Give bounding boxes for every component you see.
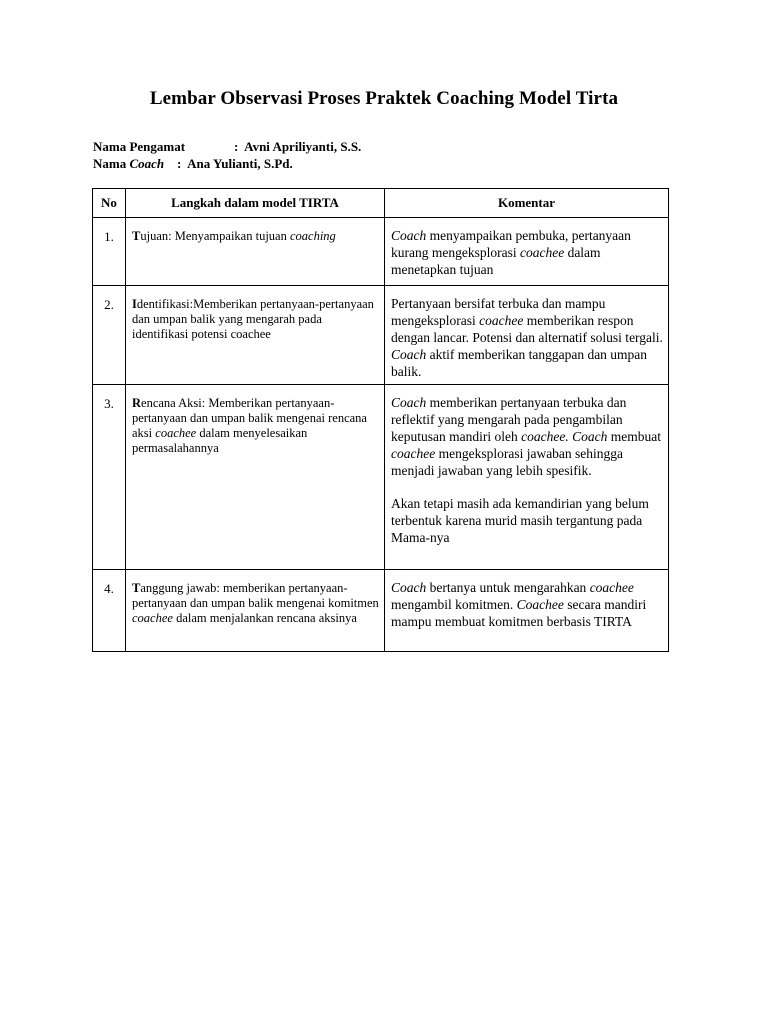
text-run: coachee [132,611,173,625]
text-run: coachee [479,313,524,328]
step-description [126,218,385,286]
text-run: anggung jawab: memberikan pertanyaan-pertanyaan dan umpan balik mengenai komitmen [132,581,379,610]
text-run: mengambil komitmen. [391,597,517,612]
text-run: coachee [391,446,436,461]
comment-cell [385,218,669,286]
table-row [93,218,669,286]
text-run: R [132,396,142,410]
observer-label: Nama Pengamat [93,139,186,154]
table-header-row [93,189,669,218]
row-number: 2. [93,286,126,385]
coach-line [93,156,293,172]
text-run: dalam menjalankan rencana aksinya [172,611,357,625]
text-run: Coach [391,228,427,243]
coach-label [93,156,177,172]
text-run: bertanya untuk mengarahkan [426,580,590,595]
table-row [93,385,669,570]
text-run: T [132,581,141,595]
row-number: 1. [93,218,126,286]
table-row [93,570,669,652]
text-run: Coach [391,395,427,410]
text-run: I [132,297,137,311]
text-run: coachee [519,245,565,260]
text-run: coaching [289,229,336,243]
row-number: 3. [93,385,126,570]
text-run: coachee. Coach [521,429,608,444]
text-run: Coach [391,347,427,362]
header-no: No [93,189,126,218]
row-number: 4. [93,570,126,652]
comment-paragraph [391,394,663,479]
paragraph-gap [391,479,663,495]
step-description [126,286,385,385]
text-run: T [132,229,141,243]
observer-line [93,139,361,155]
text-run: Coach [391,580,427,595]
text-run: secara mandiri mampu membuat komitmen berbasis TIRTA [391,597,647,629]
text-run: dentifikasi:Memberikan pertanyaan-pertanyaan dan umpan balik yang mengarah pada identifikasi potensi coachee [132,297,374,341]
comment-paragraph [391,295,663,380]
header-comment: Komentar [385,189,669,218]
observer-separator: : [234,139,239,154]
observer-name: Avni Apriliyanti, S.S. [244,139,362,154]
comment-cell [385,570,669,652]
text-run: encana Aksi: Memberikan pertanyaan-pertanyaan dan umpan balik mengenai rencana aksi [132,396,367,440]
text-run: coachee [589,580,634,595]
observation-table [92,188,669,652]
comment-cell [385,385,669,570]
comment-paragraph [391,227,663,278]
coach-separator: : [177,156,182,171]
text-run: Coachee [516,597,564,612]
text-run: dalam menyelesaikan permasalahannya [132,426,308,455]
text-run: ujuan: Menyampaikan tujuan [140,229,290,243]
text-run: Akan tetapi masih ada kemandirian yang belum terbentuk karena murid masih tergantung pada Mama-nya [391,496,649,545]
document-title: Lembar Observasi Proses Praktek Coaching Model Tirta [149,88,619,109]
comment-paragraph [391,495,663,546]
text-run: aktif memberikan tanggapan dan umpan balik. [391,347,648,379]
coach-label-prefix: Nama [93,156,130,171]
coach-name: Ana Yulianti, S.Pd. [187,156,293,171]
header-step: Langkah dalam model TIRTA [126,189,385,218]
text-run: Pertanyaan bersifat terbuka dan mampu mengeksplorasi [391,296,606,328]
text-run: memberikan pertanyaan terbuka dan reflektif yang mengarah pada pengambilan keputusan mandiri oleh [391,395,627,444]
text-run: menyampaikan pembuka, pertanyaan kurang mengeksplorasi [391,228,631,260]
comment-cell [385,286,669,385]
comment-paragraph [391,579,663,630]
table-row [93,286,669,385]
text-run: dalam menetapkan tujuan [391,245,601,277]
step-description [126,570,385,652]
text-run: memberikan respon dengan lancar. Potensi dan alternatif solusi tergali. [391,313,663,345]
step-description [126,385,385,570]
text-run: coachee [155,426,197,440]
text-run: mengeksplorasi jawaban sehingga menjadi jawaban yang lebih spesifik. [391,446,624,478]
coach-label-italic: Coach [129,156,165,171]
text-run: membuat [607,429,661,444]
